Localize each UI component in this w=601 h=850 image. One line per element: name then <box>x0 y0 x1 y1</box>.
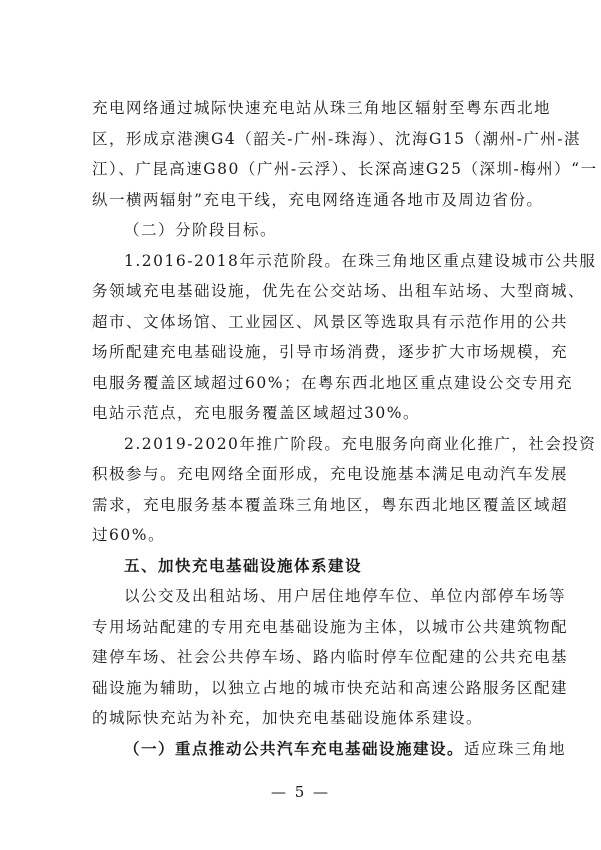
paragraph-line: 以公交及出租站场、用户居住地停车位、单位内部停车场等 <box>124 587 567 605</box>
paragraph-line: 纵一横两辐射”充电干线，充电网络连通各地市及周边省份。 <box>92 190 544 209</box>
paragraph-line: 场所配建充电基础设施，引导市场消费，逐步扩大市场规模，充 <box>92 343 569 361</box>
paragraph-line <box>124 738 567 759</box>
paragraph-line: 需求，充电服务基本覆盖珠三角地区，粤东西北地区覆盖区域超 <box>92 495 569 514</box>
paragraph-line: 建停车场、社会公共停车场、路内临时停车位配建的公共充电基 <box>92 648 569 666</box>
section-heading: 五、加快充电基础设施体系建设 <box>124 556 363 575</box>
paragraph-line: 电服务覆盖区域超过60%；在粤东西北地区重点建设公交专用充 <box>92 373 573 392</box>
paragraph-line: 积极参与。充电网络全面形成，充电设施基本满足电动汽车发展 <box>92 465 569 483</box>
paragraph-line: 2.2019-2020年推广阶段。充电服务向商业化推广，社会投资 <box>124 434 597 453</box>
paragraph-line: 江）、广昆高速G80（广州-云浮）、长深高速G25（深圳-梅州）“一 <box>92 160 598 178</box>
page-number: — 5 — <box>270 783 331 801</box>
paragraph-text: 适应珠三角地 <box>464 739 567 758</box>
paragraph-line: 过60%。 <box>92 526 165 544</box>
subsection-heading: （一）重点推动公共汽车充电基础设施建设。 <box>124 738 465 758</box>
paragraph-line: 超市、文体场馆、工业园区、风景区等选取具有示范作用的公共 <box>92 312 569 331</box>
paragraph-line: 的城际快充站为补充，加快充电基础设施体系建设。 <box>92 709 484 727</box>
section-subheading: （二）分阶段目标。 <box>124 221 278 239</box>
paragraph-line: 务领域充电基础设施，优先在公交站场、出租车站场、大型商城、 <box>92 282 586 300</box>
paragraph-line: 础设施为辅助，以独立占地的城市快充站和高速公路服务区配建 <box>92 678 569 697</box>
paragraph-line: 充电网络通过城际快速充电站从珠三角地区辐射至粤东西北地 <box>92 99 552 117</box>
paragraph-line: 专用场站配建的专用充电基础设施为主体，以城市公共建筑物配 <box>92 617 569 636</box>
paragraph-line: 1.2016-2018年示范阶段。在珠三角地区重点建设城市公共服 <box>124 251 597 270</box>
paragraph-line: 电站示范点，充电服务覆盖区域超过30%。 <box>92 404 420 422</box>
paragraph-line: 区，形成京港澳G4（韶关-广州-珠海）、沈海G15（潮州-广州-湛 <box>92 129 582 148</box>
